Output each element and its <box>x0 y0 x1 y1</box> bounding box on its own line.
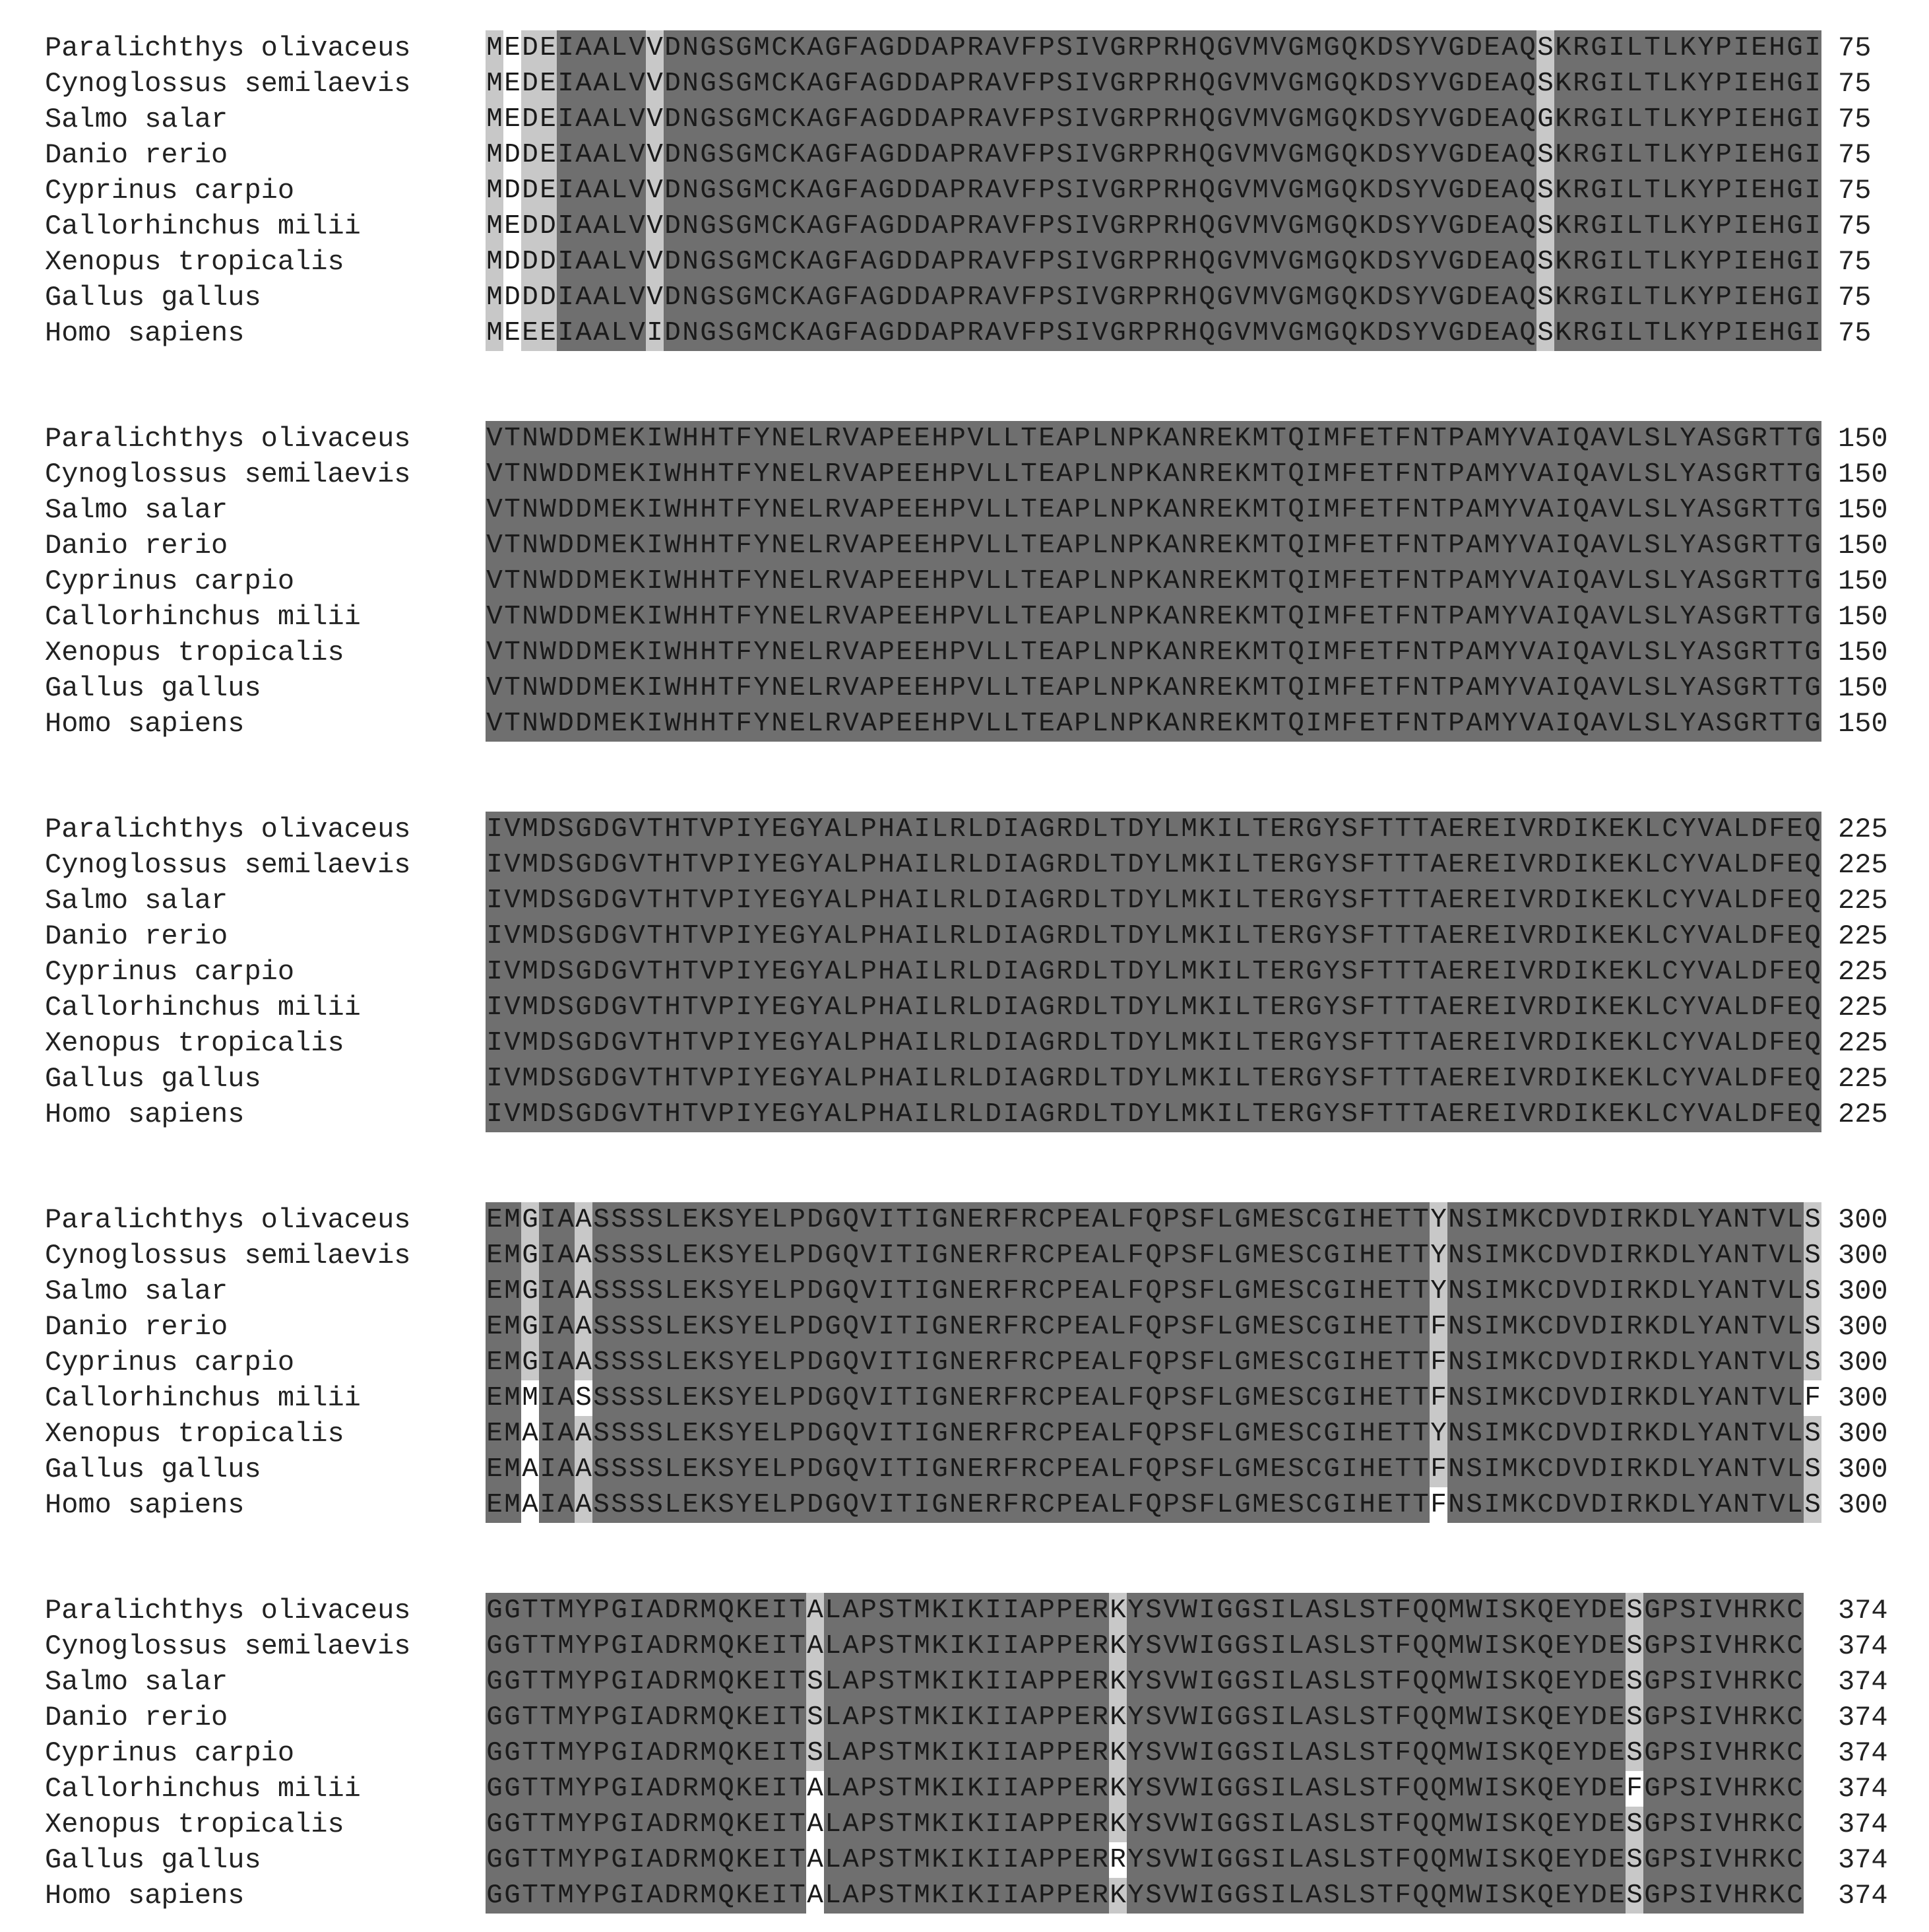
sequence-row: MEDEIAALVVDNGSGMCKAGFAGDDAPRAVFPSIVGRPRHQGVMVGMGQKDSYVGDEAQSKRGILTLKYPIEHGI <box>486 30 1821 66</box>
position-number: 374 <box>1838 1595 1888 1626</box>
species-label: Danio rerio <box>45 530 228 562</box>
species-label: Salmo salar <box>45 1666 228 1698</box>
position-number: 150 <box>1838 423 1888 455</box>
sequence-row: MDDEIAALVVDNGSGMCKAGFAGDDAPRAVFPSIVGRPRHQGVMVGMGQKDSYVGDEAQSKRGILTLKYPIEHGI <box>486 173 1821 209</box>
species-label: Gallus gallus <box>45 1063 261 1095</box>
sequence-row: VTNWDDMEKIWHHTFYNELRVAPEEHPVLLTEAPLNPKANREKMTQIMFETFNTPAMYVAIQAVLSLYASGRTTG <box>486 528 1821 564</box>
sequence-row: IVMDSGDGVTHTVPIYEGYALPHAILRLDIAGRDLTDYLMKILTERGYSFTTTAEREIVRDIKEKLCYVALDFEQ <box>486 918 1821 954</box>
sequence-row: IVMDSGDGVTHTVPIYEGYALPHAILRLDIAGRDLTDYLMKILTERGYSFTTTAEREIVRDIKEKLCYVALDFEQ <box>486 1097 1821 1132</box>
species-label: Paralichthys olivaceus <box>45 423 411 455</box>
position-number: 150 <box>1838 601 1888 633</box>
position-number: 150 <box>1838 708 1888 740</box>
species-label: Gallus gallus <box>45 282 261 313</box>
species-label: Salmo salar <box>45 1275 228 1307</box>
sequence-row: EMMIASSSSSLEKSYELPDGQVITIGNERFRCPEALFQPSFLGMESCGIHETTFNSIMKCDVDIRKDLYANTVLF <box>486 1380 1821 1416</box>
species-label: Homo sapiens <box>45 708 245 740</box>
species-label: Paralichthys olivaceus <box>45 32 411 64</box>
sequence-row: GGTTMYPGIADRMQKEITALAPSTMKIKIIAPPERKYSVWIGGSILASLSTFQQMWISKQEYDESGPSIVHRKC <box>486 1878 1804 1914</box>
position-number: 225 <box>1838 885 1888 917</box>
species-label: Danio rerio <box>45 920 228 952</box>
position-number: 300 <box>1838 1347 1888 1378</box>
species-label: Gallus gallus <box>45 1844 261 1876</box>
sequence-row: EMAIAASSSSLEKSYELPDGQVITIGNERFRCPEALFQPSFLGMESCGIHETTYNSIMKCDVDIRKDLYANTVLS <box>486 1416 1821 1452</box>
species-label: Homo sapiens <box>45 1099 245 1130</box>
species-label: Xenopus tropicalis <box>45 1809 344 1840</box>
species-label: Xenopus tropicalis <box>45 246 344 278</box>
position-number: 75 <box>1838 210 1872 242</box>
position-number: 374 <box>1838 1844 1888 1876</box>
position-number: 75 <box>1838 68 1872 100</box>
sequence-row: EMGIAASSSSLEKSYELPDGQVITIGNERFRCPEALFQPSFLGMESCGIHETTYNSIMKCDVDIRKDLYANTVLS <box>486 1238 1821 1273</box>
sequence-row: MEEEIAALVIDNGSGMCKAGFAGDDAPRAVFPSIVGRPRHQGVMVGMGQKDSYVGDEAQSKRGILTLKYPIEHGI <box>486 315 1821 351</box>
sequence-row: MDDDIAALVVDNGSGMCKAGFAGDDAPRAVFPSIVGRPRHQGVMVGMGQKDSYVGDEAQSKRGILTLKYPIEHGI <box>486 280 1821 315</box>
position-number: 150 <box>1838 494 1888 526</box>
position-number: 374 <box>1838 1773 1888 1805</box>
sequence-row: VTNWDDMEKIWHHTFYNELRVAPEEHPVLLTEAPLNPKANREKMTQIMFETFNTPAMYVAIQAVLSLYASGRTTG <box>486 457 1821 492</box>
position-number: 75 <box>1838 139 1872 171</box>
sequence-row: EMGIAASSSSLEKSYELPDGQVITIGNERFRCPEALFQPSFLGMESCGIHETTYNSIMKCDVDIRKDLYANTVLS <box>486 1273 1821 1309</box>
position-number: 225 <box>1838 920 1888 952</box>
sequence-row: GGTTMYPGIADRMQKEITALAPSTMKIKIIAPPERKYSVWIGGSILASLSTFQQMWISKQEYDESGPSIVHRKC <box>486 1628 1804 1664</box>
species-label: Cyprinus carpio <box>45 1347 295 1378</box>
species-label: Cyprinus carpio <box>45 1737 295 1769</box>
position-number: 374 <box>1838 1809 1888 1840</box>
sequence-row: GGTTMYPGIADRMQKEITSLAPSTMKIKIIAPPERKYSVWIGGSILASLSTFQQMWISKQEYDESGPSIVHRKC <box>486 1664 1804 1700</box>
species-label: Paralichthys olivaceus <box>45 814 411 845</box>
position-number: 300 <box>1838 1311 1888 1343</box>
species-label: Cynoglossus semilaevis <box>45 68 411 100</box>
species-label: Cyprinus carpio <box>45 956 295 988</box>
position-number: 225 <box>1838 1099 1888 1130</box>
species-label: Callorhinchus milii <box>45 210 361 242</box>
position-number: 300 <box>1838 1454 1888 1485</box>
species-label: Salmo salar <box>45 494 228 526</box>
position-number: 225 <box>1838 849 1888 881</box>
position-number: 75 <box>1838 282 1872 313</box>
position-number: 374 <box>1838 1702 1888 1733</box>
species-label: Gallus gallus <box>45 1454 261 1485</box>
position-number: 300 <box>1838 1275 1888 1307</box>
sequence-row: VTNWDDMEKIWHHTFYNELRVAPEEHPVLLTEAPLNPKANREKMTQIMFETFNTPAMYVAIQAVLSLYASGRTTG <box>486 706 1821 742</box>
position-number: 150 <box>1838 530 1888 562</box>
position-number: 150 <box>1838 459 1888 490</box>
species-label: Callorhinchus milii <box>45 601 361 633</box>
sequence-row: IVMDSGDGVTHTVPIYEGYALPHAILRLDIAGRDLTDYLMKILTERGYSFTTTAEREIVRDIKEKLCYVALDFEQ <box>486 847 1821 883</box>
species-label: Cyprinus carpio <box>45 565 295 597</box>
sequence-row: GGTTMYPGIADRMQKEITSLAPSTMKIKIIAPPERKYSVWIGGSILASLSTFQQMWISKQEYDESGPSIVHRKC <box>486 1700 1804 1735</box>
position-number: 225 <box>1838 956 1888 988</box>
sequence-row: VTNWDDMEKIWHHTFYNELRVAPEEHPVLLTEAPLNPKANREKMTQIMFETFNTPAMYVAIQAVLSLYASGRTTG <box>486 564 1821 599</box>
species-label: Danio rerio <box>45 1702 228 1733</box>
species-label: Danio rerio <box>45 1311 228 1343</box>
species-label: Callorhinchus milii <box>45 1382 361 1414</box>
species-label: Xenopus tropicalis <box>45 1418 344 1450</box>
species-label: Danio rerio <box>45 139 228 171</box>
position-number: 300 <box>1838 1489 1888 1521</box>
species-label: Xenopus tropicalis <box>45 637 344 668</box>
sequence-row: VTNWDDMEKIWHHTFYNELRVAPEEHPVLLTEAPLNPKANREKMTQIMFETFNTPAMYVAIQAVLSLYASGRTTG <box>486 670 1821 706</box>
sequence-row: MDDDIAALVVDNGSGMCKAGFAGDDAPRAVFPSIVGRPRHQGVMVGMGQKDSYVGDEAQSKRGILTLKYPIEHGI <box>486 244 1821 280</box>
sequence-row: EMAIAASSSSLEKSYELPDGQVITIGNERFRCPEALFQPSFLGMESCGIHETTFNSIMKCDVDIRKDLYANTVLS <box>486 1487 1821 1523</box>
position-number: 225 <box>1838 1027 1888 1059</box>
sequence-row: VTNWDDMEKIWHHTFYNELRVAPEEHPVLLTEAPLNPKANREKMTQIMFETFNTPAMYVAIQAVLSLYASGRTTG <box>486 421 1821 457</box>
species-label: Paralichthys olivaceus <box>45 1204 411 1236</box>
position-number: 225 <box>1838 1063 1888 1095</box>
position-number: 300 <box>1838 1418 1888 1450</box>
sequence-row: MEDDIAALVVDNGSGMCKAGFAGDDAPRAVFPSIVGRPRHQGVMVGMGQKDSYVGDEAQSKRGILTLKYPIEHGI <box>486 209 1821 244</box>
position-number: 225 <box>1838 814 1888 845</box>
position-number: 300 <box>1838 1240 1888 1272</box>
position-number: 300 <box>1838 1204 1888 1236</box>
species-label: Xenopus tropicalis <box>45 1027 344 1059</box>
sequence-row: EMGIAASSSSLEKSYELPDGQVITIGNERFRCPEALFQPSFLGMESCGIHETTFNSIMKCDVDIRKDLYANTVLS <box>486 1309 1821 1345</box>
species-label: Salmo salar <box>45 885 228 917</box>
sequence-row: GGTTMYPGIADRMQKEITSLAPSTMKIKIIAPPERKYSVWIGGSILASLSTFQQMWISKQEYDESGPSIVHRKC <box>486 1735 1804 1771</box>
sequence-row: EMGIAASSSSLEKSYELPDGQVITIGNERFRCPEALFQPSFLGMESCGIHETTFNSIMKCDVDIRKDLYANTVLS <box>486 1345 1821 1380</box>
position-number: 374 <box>1838 1666 1888 1698</box>
sequence-row: IVMDSGDGVTHTVPIYEGYALPHAILRLDIAGRDLTDYLMKILTERGYSFTTTAEREIVRDIKEKLCYVALDFEQ <box>486 1061 1821 1097</box>
species-label: Homo sapiens <box>45 1489 245 1521</box>
position-number: 300 <box>1838 1382 1888 1414</box>
sequence-row: GGTTMYPGIADRMQKEITALAPSTMKIKIIAPPERRYSVWIGGSILASLSTFQQMWISKQEYDESGPSIVHRKC <box>486 1842 1804 1878</box>
species-label: Gallus gallus <box>45 672 261 704</box>
position-number: 75 <box>1838 246 1872 278</box>
sequence-row: IVMDSGDGVTHTVPIYEGYALPHAILRLDIAGRDLTDYLMKILTERGYSFTTTAEREIVRDIKEKLCYVALDFEQ <box>486 883 1821 918</box>
sequence-row: IVMDSGDGVTHTVPIYEGYALPHAILRLDIAGRDLTDYLMKILTERGYSFTTTAEREIVRDIKEKLCYVALDFEQ <box>486 990 1821 1025</box>
position-number: 374 <box>1838 1737 1888 1769</box>
position-number: 150 <box>1838 565 1888 597</box>
species-label: Cynoglossus semilaevis <box>45 849 411 881</box>
sequence-row: IVMDSGDGVTHTVPIYEGYALPHAILRLDIAGRDLTDYLMKILTERGYSFTTTAEREIVRDIKEKLCYVALDFEQ <box>486 1025 1821 1061</box>
sequence-row: GGTTMYPGIADRMQKEITALAPSTMKIKIIAPPERKYSVWIGGSILASLSTFQQMWISKQEYDEFGPSIVHRKC <box>486 1771 1804 1807</box>
position-number: 75 <box>1838 32 1872 64</box>
position-number: 225 <box>1838 992 1888 1023</box>
species-label: Callorhinchus milii <box>45 992 361 1023</box>
position-number: 75 <box>1838 317 1872 349</box>
sequence-row: GGTTMYPGIADRMQKEITALAPSTMKIKIIAPPERKYSVWIGGSILASLSTFQQMWISKQEYDESGPSIVHRKC <box>486 1593 1804 1628</box>
sequence-row: IVMDSGDGVTHTVPIYEGYALPHAILRLDIAGRDLTDYLMKILTERGYSFTTTAEREIVRDIKEKLCYVALDFEQ <box>486 812 1821 847</box>
species-label: Homo sapiens <box>45 1880 245 1912</box>
sequence-row: IVMDSGDGVTHTVPIYEGYALPHAILRLDIAGRDLTDYLMKILTERGYSFTTTAEREIVRDIKEKLCYVALDFEQ <box>486 954 1821 990</box>
species-label: Homo sapiens <box>45 317 245 349</box>
sequence-row: VTNWDDMEKIWHHTFYNELRVAPEEHPVLLTEAPLNPKANREKMTQIMFETFNTPAMYVAIQAVLSLYASGRTTG <box>486 599 1821 635</box>
species-label: Cynoglossus semilaevis <box>45 1240 411 1272</box>
species-label: Salmo salar <box>45 104 228 135</box>
sequence-row: EMAIAASSSSLEKSYELPDGQVITIGNERFRCPEALFQPSFLGMESCGIHETTFNSIMKCDVDIRKDLYANTVLS <box>486 1452 1821 1487</box>
position-number: 75 <box>1838 175 1872 207</box>
position-number: 150 <box>1838 672 1888 704</box>
position-number: 374 <box>1838 1630 1888 1662</box>
sequence-row: EMGIAASSSSLEKSYELPDGQVITIGNERFRCPEALFQPSFLGMESCGIHETTYNSIMKCDVDIRKDLYANTVLS <box>486 1202 1821 1238</box>
position-number: 374 <box>1838 1880 1888 1912</box>
species-label: Paralichthys olivaceus <box>45 1595 411 1626</box>
position-number: 75 <box>1838 104 1872 135</box>
sequence-row: MDDEIAALVVDNGSGMCKAGFAGDDAPRAVFPSIVGRPRHQGVMVGMGQKDSYVGDEAQSKRGILTLKYPIEHGI <box>486 137 1821 173</box>
sequence-row: GGTTMYPGIADRMQKEITALAPSTMKIKIIAPPERKYSVWIGGSILASLSTFQQMWISKQEYDESGPSIVHRKC <box>486 1807 1804 1842</box>
species-label: Cyprinus carpio <box>45 175 295 207</box>
sequence-row: MEDEIAALVVDNGSGMCKAGFAGDDAPRAVFPSIVGRPRHQGVMVGMGQKDSYVGDEAQSKRGILTLKYPIEHGI <box>486 66 1821 102</box>
species-label: Cynoglossus semilaevis <box>45 1630 411 1662</box>
sequence-row: MEDEIAALVVDNGSGMCKAGFAGDDAPRAVFPSIVGRPRHQGVMVGMGQKDSYVGDEAQGKRGILTLKYPIEHGI <box>486 102 1821 137</box>
sequence-row: VTNWDDMEKIWHHTFYNELRVAPEEHPVLLTEAPLNPKANREKMTQIMFETFNTPAMYVAIQAVLSLYASGRTTG <box>486 492 1821 528</box>
species-label: Cynoglossus semilaevis <box>45 459 411 490</box>
species-label: Callorhinchus milii <box>45 1773 361 1805</box>
position-number: 150 <box>1838 637 1888 668</box>
sequence-row: VTNWDDMEKIWHHTFYNELRVAPEEHPVLLTEAPLNPKANREKMTQIMFETFNTPAMYVAIQAVLSLYASGRTTG <box>486 635 1821 670</box>
